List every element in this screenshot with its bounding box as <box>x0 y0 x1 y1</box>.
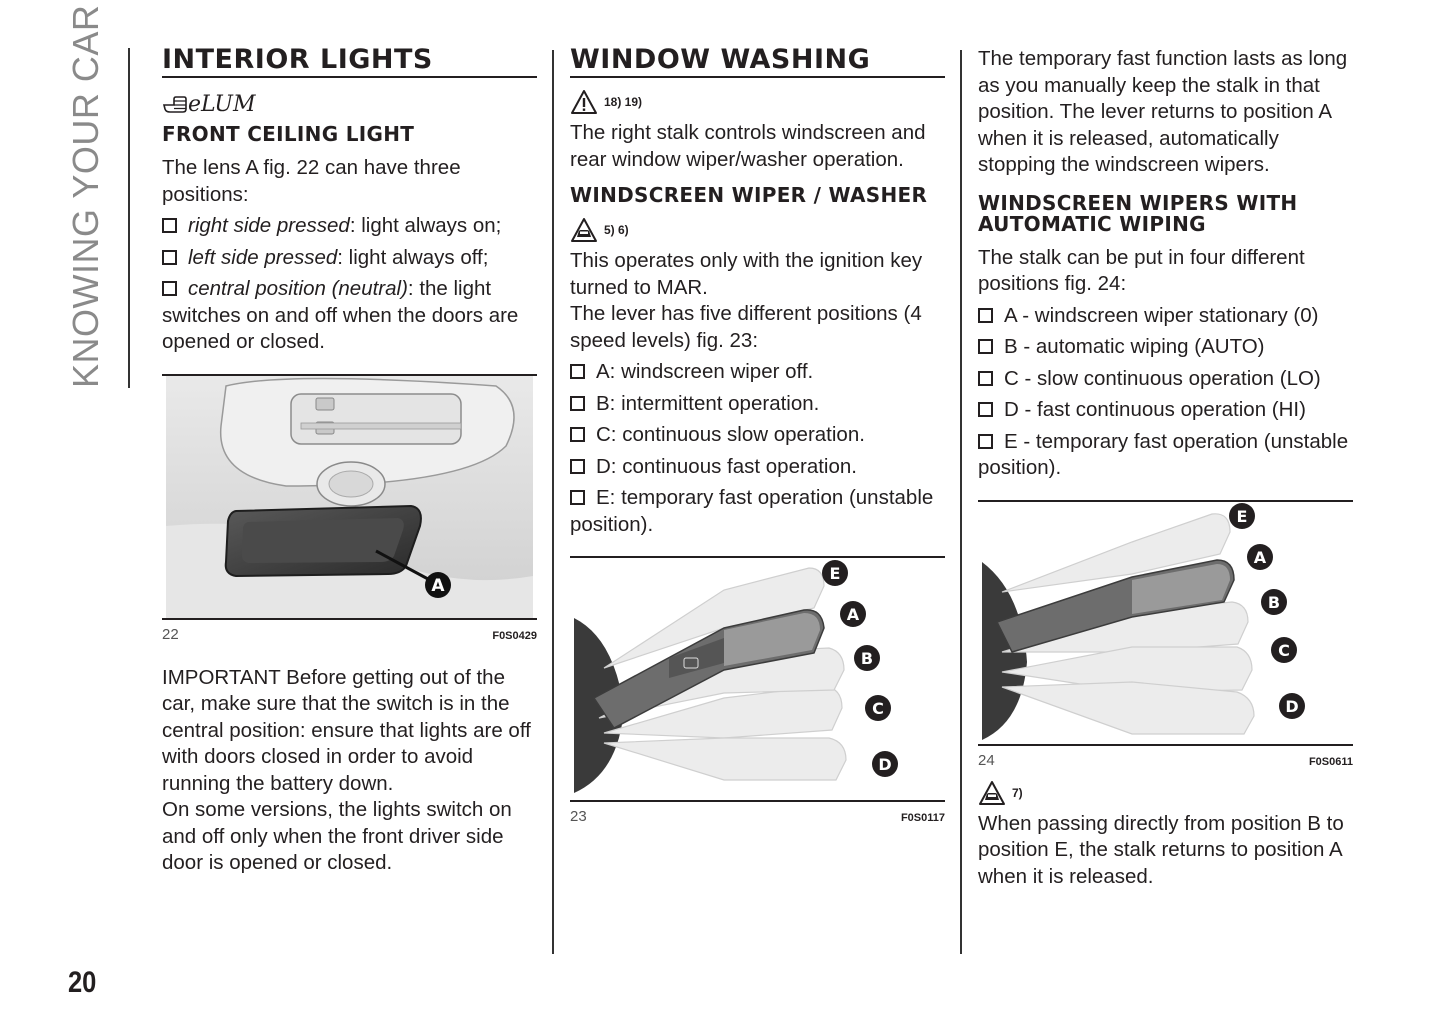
subsection-title: FRONT CEILING LIGHT <box>162 122 415 146</box>
list-item: A - windscreen wiper stationary (0) <box>978 303 1353 330</box>
checkbox-bullet-icon <box>570 364 585 379</box>
positions-text: The stalk can be put in four different positions fig. 24: <box>978 245 1305 295</box>
figure-code: F0S0611 <box>1308 755 1353 768</box>
list-item: central position (neutral): the light switches on and off when the doors are opened or closed. <box>162 277 519 353</box>
page-number: 20 <box>68 966 97 999</box>
figure-caption <box>162 626 537 643</box>
ceiling-light-illustration <box>166 376 533 618</box>
elum-logo <box>162 88 537 120</box>
checkbox-bullet-icon <box>978 402 993 417</box>
car-caution-icon <box>570 217 598 243</box>
callout-c: C <box>1278 640 1290 660</box>
warning-triangle-icon <box>570 89 598 115</box>
side-tab <box>60 4 132 388</box>
intro-text: The lens A fig. 22 can have three positions: <box>162 156 461 206</box>
section-title: INTERIOR LIGHTS <box>162 44 537 78</box>
ignition-text: This operates only with the ignition key turned to MAR. <box>570 249 923 299</box>
callout-d: D <box>1285 696 1299 716</box>
subsection-title: WINDSCREEN WIPER / WASHER <box>570 183 928 207</box>
callout-e: E <box>829 564 841 583</box>
callout-a: A <box>431 575 445 596</box>
subsection-title: WINDSCREEN WIPERS WITH AUTOMATIC WIPING <box>978 190 1298 236</box>
figure-caption <box>570 808 945 825</box>
column-automatic-wiping <box>978 46 1353 890</box>
list-item: D - fast continuous operation (HI) <box>978 397 1353 424</box>
outro-text: When passing directly from position B to position E, the stalk returns to position A when it is released. <box>978 811 1344 888</box>
checkbox-bullet-icon <box>978 308 993 323</box>
important-note: IMPORTANT Before getting out of the car, make sure that the switch is in the central position: ensure that lights are off with doors closed in order to avoid running the battery down. <box>162 665 531 795</box>
checkbox-bullet-icon <box>978 339 993 354</box>
warning-refs: 18) 19) <box>604 95 643 109</box>
figure-22 <box>162 374 537 620</box>
caution-refs: 5) 6) <box>604 223 629 237</box>
list-item: left side pressed: light always off; <box>162 245 537 272</box>
checkbox-bullet-icon <box>162 250 177 265</box>
callout-c: C <box>872 699 884 718</box>
figure-code: F0S0117 <box>900 812 945 824</box>
intro-text: The right stalk controls windscreen and rear window wiper/washer operation. <box>570 121 926 171</box>
figure-23 <box>570 556 945 802</box>
caution-reference <box>570 216 945 244</box>
figure-number: 23 <box>570 808 587 825</box>
column-window-washing <box>570 44 945 825</box>
versions-note: On some versions, the lights switch on and off only when the front driver side door is opened or closed. <box>162 798 512 874</box>
figure-code: F0S0429 <box>492 629 537 642</box>
temporary-fast-text: The temporary fast function lasts as long as you manually keep the stalk in that position. The lever returns to position A when it is released, automatically stopping the windscreen wipers. <box>978 47 1348 176</box>
hand-pointer-icon <box>162 93 188 115</box>
list-item: A: windscreen wiper off. <box>570 359 945 386</box>
callout-b: B <box>1267 592 1281 612</box>
caution-refs: 7) <box>1012 785 1023 800</box>
elum-logo-text: eLUM <box>188 91 256 117</box>
list-item: C: continuous slow operation. <box>570 422 945 449</box>
callout-a: A <box>1253 547 1267 567</box>
list-item: right side pressed: light always on; <box>162 213 537 240</box>
figure-number: 22 <box>162 625 179 643</box>
checkbox-bullet-icon <box>570 459 585 474</box>
section-title: WINDOW WASHING <box>570 44 945 78</box>
column-divider <box>552 50 554 954</box>
warning-reference <box>570 88 945 116</box>
callout-b: B <box>860 649 874 668</box>
figure-number: 24 <box>978 751 995 769</box>
figure-caption <box>978 752 1353 769</box>
list-item: E: temporary fast operation (unstable position). <box>570 486 934 536</box>
auto-wiper-stalk-illustration <box>982 502 1349 744</box>
figure-24 <box>978 500 1353 746</box>
positions-text: The lever has five different positions (4 speed levels) fig. 23: <box>570 302 922 352</box>
checkbox-bullet-icon <box>162 218 177 233</box>
column-interior-lights <box>162 44 537 877</box>
callout-d: D <box>878 755 892 774</box>
checkbox-bullet-icon <box>570 427 585 442</box>
checkbox-bullet-icon <box>978 434 993 449</box>
list-item: E - temporary fast operation (unstable position). <box>978 429 1349 479</box>
column-divider <box>960 50 962 954</box>
list-item: D: continuous fast operation. <box>570 454 945 481</box>
list-item: C - slow continuous operation (LO) <box>978 366 1353 393</box>
checkbox-bullet-icon <box>978 371 993 386</box>
checkbox-bullet-icon <box>570 396 585 411</box>
side-tab-label: KNOWING YOUR CAR <box>65 4 106 388</box>
caution-reference <box>978 779 1353 807</box>
list-item: B: intermittent operation. <box>570 391 945 418</box>
checkbox-bullet-icon <box>162 281 177 296</box>
wiper-stalk-illustration <box>574 558 941 800</box>
callout-e: E <box>1236 506 1248 526</box>
callout-a: A <box>846 605 860 624</box>
list-item: B - automatic wiping (AUTO) <box>978 334 1353 361</box>
checkbox-bullet-icon <box>570 490 585 505</box>
side-tab-rule <box>128 48 130 388</box>
car-caution-icon <box>978 780 1006 806</box>
